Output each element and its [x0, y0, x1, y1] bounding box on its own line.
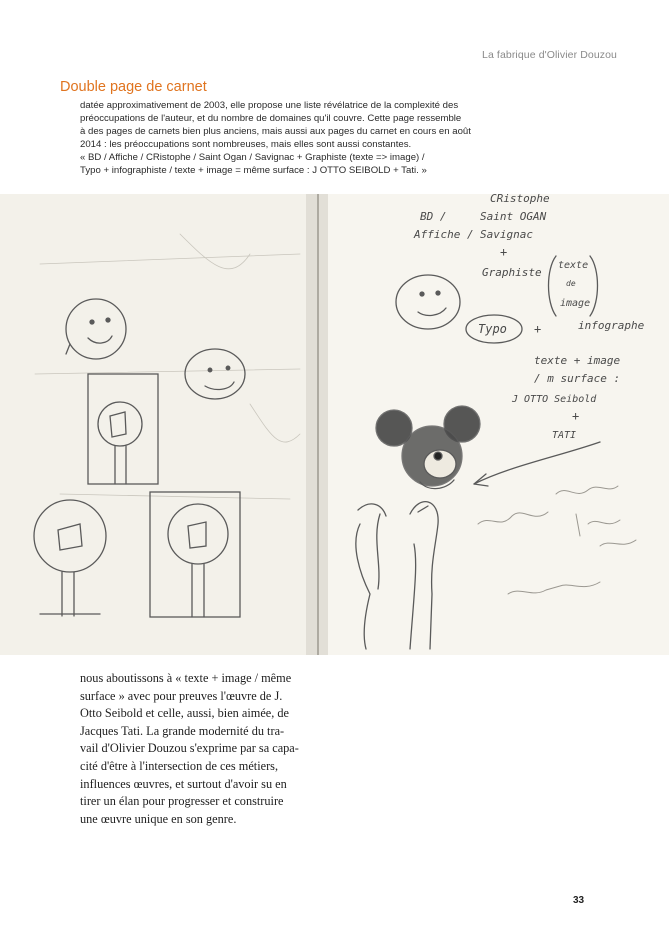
body-line: Jacques Tati. La grande modernité du tra-: [80, 723, 285, 738]
caption-line: 2014 : les préoccupations sont nombreuses, mais elles sont aussi constantes.: [80, 139, 412, 150]
note-text: Savignac: [480, 228, 533, 241]
left-page: [0, 194, 318, 655]
note-text: Typo: [478, 322, 507, 336]
note-text: Affiche /: [414, 228, 474, 241]
body-line: influences œuvres, et surtout d'avoir su en: [80, 776, 287, 791]
note-text: / m surface :: [534, 372, 621, 385]
notebook-spread-drawing: [0, 194, 669, 655]
caption: [80, 99, 520, 177]
note-text: Saint OGAN: [480, 210, 547, 223]
right-page: [318, 194, 669, 655]
note-text: BD /: [420, 210, 447, 223]
caption-line: préoccupations de l'auteur, et du nombre de domaines qu'il couvre. Cette page ressemble: [80, 113, 462, 124]
note-text: +: [534, 322, 542, 336]
caption-line: datée approximativement de 2003, elle propose une liste révélatrice de la complexité des: [80, 100, 459, 111]
body-text: [80, 670, 326, 828]
page-number: 33: [573, 895, 585, 906]
note-text: Graphiste: [482, 266, 542, 279]
body-line: tirer un élan pour progresser et construire: [80, 794, 284, 809]
note-text: J OTTO Seibold: [512, 394, 597, 405]
body-line: surface » avec pour preuves l'œuvre de J.: [80, 688, 283, 703]
note-text: CRistophe: [490, 194, 550, 205]
running-head: La fabrique d'Olivier Douzou: [482, 49, 617, 61]
note-text: de: [566, 279, 576, 288]
gutter-shadow: [306, 194, 328, 655]
note-text: texte: [558, 260, 589, 271]
note-text: image: [560, 298, 591, 309]
note-text: texte + image: [534, 354, 621, 367]
section-title: Double page de carnet: [60, 79, 207, 95]
note-text: infographe: [578, 319, 645, 332]
body-line: nous aboutissons à « texte + image / même: [80, 671, 292, 685]
body-line: cité d'être à l'intersection de ces métiers,: [80, 758, 279, 773]
note-text: +: [500, 245, 508, 259]
body-line: vail d'Olivier Douzou s'exprime par sa capa-: [80, 741, 299, 756]
body-line: Otto Seibold et celle, aussi, bien aimée, de: [80, 706, 289, 721]
caption-line: à des pages de carnets bien plus anciens, mais aussi aux pages du carnet en cours en août: [80, 126, 471, 137]
body-line: une œuvre unique en son genre.: [80, 811, 237, 826]
notebook-photo: [0, 194, 669, 655]
caption-line: « BD / Affiche / CRistophe / Saint Ogan / Savignac + Graphiste (texte => image) /: [80, 152, 425, 163]
note-text: TATI: [552, 430, 577, 441]
note-text: +: [572, 409, 580, 423]
caption-line: Typo + infographiste / texte + image = même surface : J OTTO SEIBOLD + Tati. »: [80, 165, 427, 176]
